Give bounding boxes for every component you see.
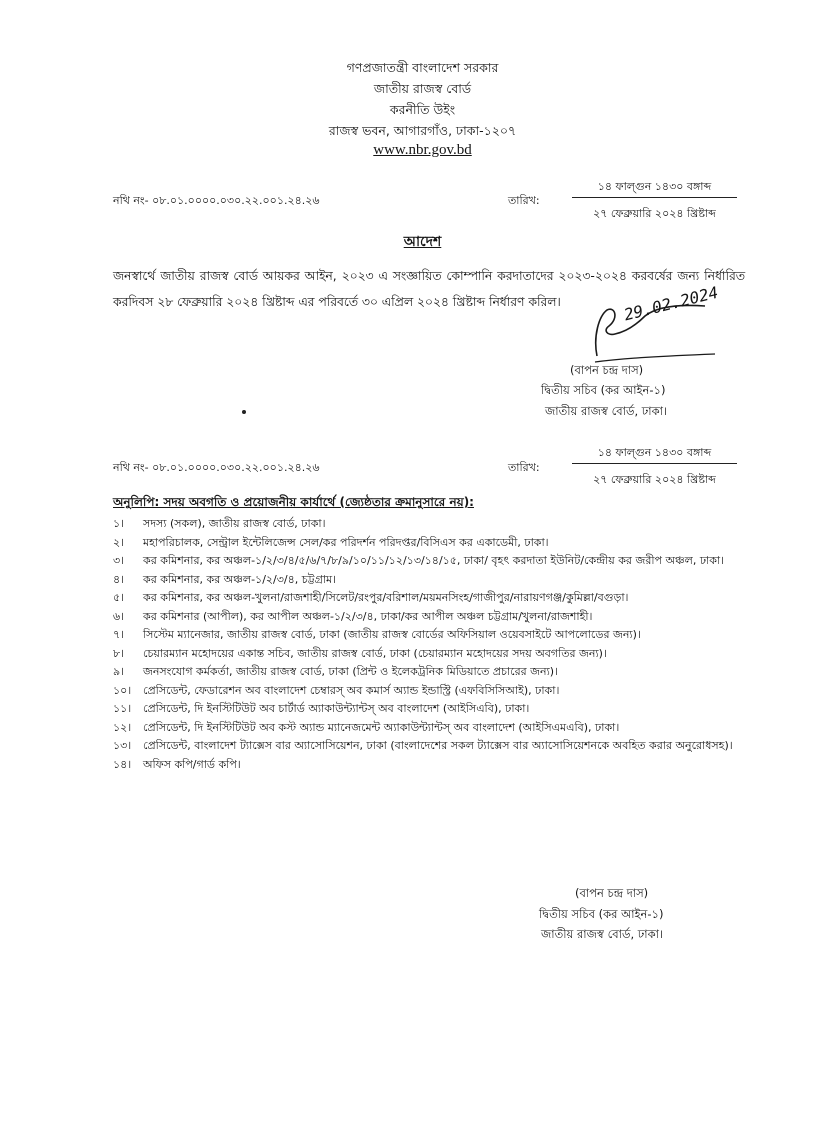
copy-item [113, 589, 733, 608]
sig2-name: (বাপন চন্দ্র দাস) [575, 886, 649, 900]
handwritten-date: 29.02.2024 [622, 282, 721, 325]
copy-item-number: ৩। [113, 554, 125, 567]
copy-item-number: ১২। [113, 720, 132, 734]
sig1-name: (বাপন চন্দ্র দাস) [570, 363, 644, 377]
memo1-date-bangla: ১৪ ফাল্গুন ১৪৩০ বঙ্গাব্দ [597, 180, 712, 193]
copy-item-text: সদস্য (সকল), জাতীয় রাজস্ব বোর্ড, ঢাকা। [143, 517, 326, 530]
copy-item [113, 608, 733, 627]
sig2-office: জাতীয় রাজস্ব বোর্ড, ঢাকা। [541, 927, 664, 941]
copy-item-text: চেয়ারম্যান মহোদয়ের একান্ত সচিব, জাতীয় রাজস্ব বোর্ড, ঢাকা (চেয়ারম্যান মহোদয়ের সদয় অবগতির জন্য)। [143, 646, 607, 660]
copy-item-number: ৭। [113, 628, 125, 641]
copy-item [113, 663, 733, 682]
memo1-date-english: ২৭ ফেব্রুয়ারি ২০২৪ খ্রিষ্টাব্দ [593, 207, 716, 220]
copy-item-text: প্রেসিডেন্ট, ফেডারেশন অব বাংলাদেশ চেম্বারস্ অব কমার্স অ্যান্ড ইন্ডাস্ট্রি (এফবিসিসিআই), ঢাকা। [143, 683, 560, 697]
header-govt: গণপ্রজাতন্ত্রী বাংলাদেশ সরকার [346, 60, 499, 75]
copy-item-number: ৫। [113, 591, 125, 604]
copy-item-number: ৯। [113, 665, 125, 678]
copy-item-number: ১০। [113, 683, 132, 697]
copy-item-text: জনসংযোগ কর্মকর্তা, জাতীয় রাজস্ব বোর্ড, ঢাকা (প্রিন্ট ও ইলেকট্রনিক মিডিয়াতে প্রচারের জন্য)। [143, 665, 558, 678]
copy-item-text: প্রেসিডেন্ট, দি ইনস্টিটিউট অব কস্ট অ্যান্ড ম্যানেজমেন্ট অ্যাকাউন্ট্যান্টস্ অব বাংলাদেশ (আইসিএমএবি), ঢাকা। [143, 720, 620, 734]
copy-item-text: মহাপরিচালক, সেন্ট্রাল ইন্টেলিজেন্স সেল/কর পরিদর্শন পরিদপ্তর/বিসিএস কর একাডেমী, ঢাকা। [143, 535, 549, 549]
copy-item-text: সিস্টেম ম্যানেজার, জাতীয় রাজস্ব বোর্ড, ঢাকা (জাতীয় রাজস্ব বোর্ডের অফিসিয়াল ওয়েবসাইটে আপলোডের জন্য)। [143, 628, 641, 641]
copies-heading: অনুলিপি: সদয় অবগতি ও প্রয়োজনীয় কার্যার্থে (জ্যেষ্ঠতার ক্রমানুসারে নয়): [113, 495, 474, 509]
order-title: আদেশ [403, 234, 442, 250]
copy-item-text: প্রেসিডেন্ট, দি ইনস্টিটিউট অব চার্টার্ড অ্যাকাউন্ট্যান্টস্ অব বাংলাদেশ (আইসিএবি), ঢাকা। [143, 702, 530, 715]
copy-item-number: ১১। [113, 702, 132, 715]
copy-item-number: ৬। [113, 609, 125, 623]
copy-item [113, 534, 733, 553]
copy-item [113, 645, 733, 664]
memo2-date-divider [572, 463, 737, 464]
copy-item-text: কর কমিশনার, কর অঞ্চল-খুলনা/রাজশাহী/সিলেট/রংপুর/বরিশাল/ময়মনসিংহ/গাজীপুর/নারায়ণগঞ্জ/কুমিল্লা/বগুড়া। [143, 591, 629, 604]
memo2-date-english: ২৭ ফেব্রুয়ারি ২০২৪ খ্রিষ্টাব্দ [593, 473, 716, 486]
copy-item [113, 719, 733, 738]
copy-item [113, 682, 733, 701]
memo1-file-no: নথি নং- ০৮.০১.০০০০.০৩০.২২.০০১.২৪.২৬ [113, 194, 320, 207]
memo1-date-label: তারিখ: [508, 194, 540, 207]
copy-item [113, 737, 733, 756]
header-board: জাতীয় রাজস্ব বোর্ড [373, 81, 472, 96]
sig1-designation: দ্বিতীয় সচিব (কর আইন-১) [541, 383, 666, 397]
copy-item-number: ২। [113, 535, 125, 549]
copy-item-text: কর কমিশনার, কর অঞ্চল-১/২/৩/৪, চট্টগ্রাম। [143, 572, 337, 586]
stray-mark [242, 410, 246, 414]
memo1-date-divider [572, 197, 737, 198]
copy-item-number: ৪। [113, 572, 125, 586]
copy-item-number: ৮। [113, 646, 125, 660]
copy-item [113, 515, 733, 534]
copy-item-text: অফিস কপি/গার্ড কপি। [143, 757, 241, 771]
order-body: জনস্বার্থে জাতীয় রাজস্ব বোর্ড আয়কর আইন, ২০২৩ এ সংজ্ঞায়িত কোম্পানি করদাতাদের ২০২৩-২০২৪ করবর্ষের জন্য নির্ধারিত করদিবস ২৮ ফেব্রুয়ারি ২০২৪ খ্রিষ্টাব্দ এর পরিবর্তে ৩০ এপ্রিল ২০২৪ খ্রিষ্টাব্দ নির্ধারণ করিল। [113, 269, 745, 309]
copy-item-number: ১। [113, 517, 125, 530]
copy-item-text: কর কমিশনার, কর অঞ্চল-১/২/৩/৪/৫/৬/৭/৮/৯/১০/১১/১২/১৩/১৪/১৫, ঢাকা/ বৃহৎ করদাতা ইউনিট/কেন্দ্রীয় কর জরীপ অঞ্চল, ঢাকা। [143, 554, 725, 567]
copy-item [113, 700, 733, 719]
copy-item-text: কর কমিশনার (আপীল), কর আপীল অঞ্চল-১/২/৩/৪, ঢাকা/কর আপীল অঞ্চল চট্টগ্রাম/খুলনা/রাজশাহী। [143, 609, 593, 623]
sig1-office: জাতীয় রাজস্ব বোর্ড, ঢাকা। [545, 404, 668, 418]
sig2-designation: দ্বিতীয় সচিব (কর আইন-১) [539, 907, 664, 921]
copy-item [113, 626, 733, 645]
header-wing: করনীতি উইং [389, 102, 456, 117]
memo2-date-label: তারিখ: [508, 461, 540, 474]
copy-item-text: প্রেসিডেন্ট, বাংলাদেশ ট্যাক্সেস বার অ্যাসোসিয়েশন, ঢাকা (বাংলাদেশের সকল ট্যাক্সেস বার অ্যাসোসিয়েশনকে অবহিত করার অনুরোধসহ)। [143, 739, 733, 752]
copy-item [113, 756, 733, 775]
header-website-link[interactable]: www.nbr.gov.bd [373, 142, 472, 158]
memo2-date-bangla: ১৪ ফাল্গুন ১৪৩০ বঙ্গাব্দ [597, 446, 712, 459]
copy-item [113, 552, 733, 571]
copy-item-number: ১৩। [113, 739, 132, 752]
copy-item [113, 571, 733, 590]
copies-list [113, 515, 733, 774]
memo2-file-no: নথি নং- ০৮.০১.০০০০.০৩০.২২.০০১.২৪.২৬ [113, 461, 320, 474]
copy-item-number: ১৪। [113, 757, 132, 771]
header-address: রাজস্ব ভবন, আগারগাঁও, ঢাকা-১২০৭ [328, 123, 517, 138]
